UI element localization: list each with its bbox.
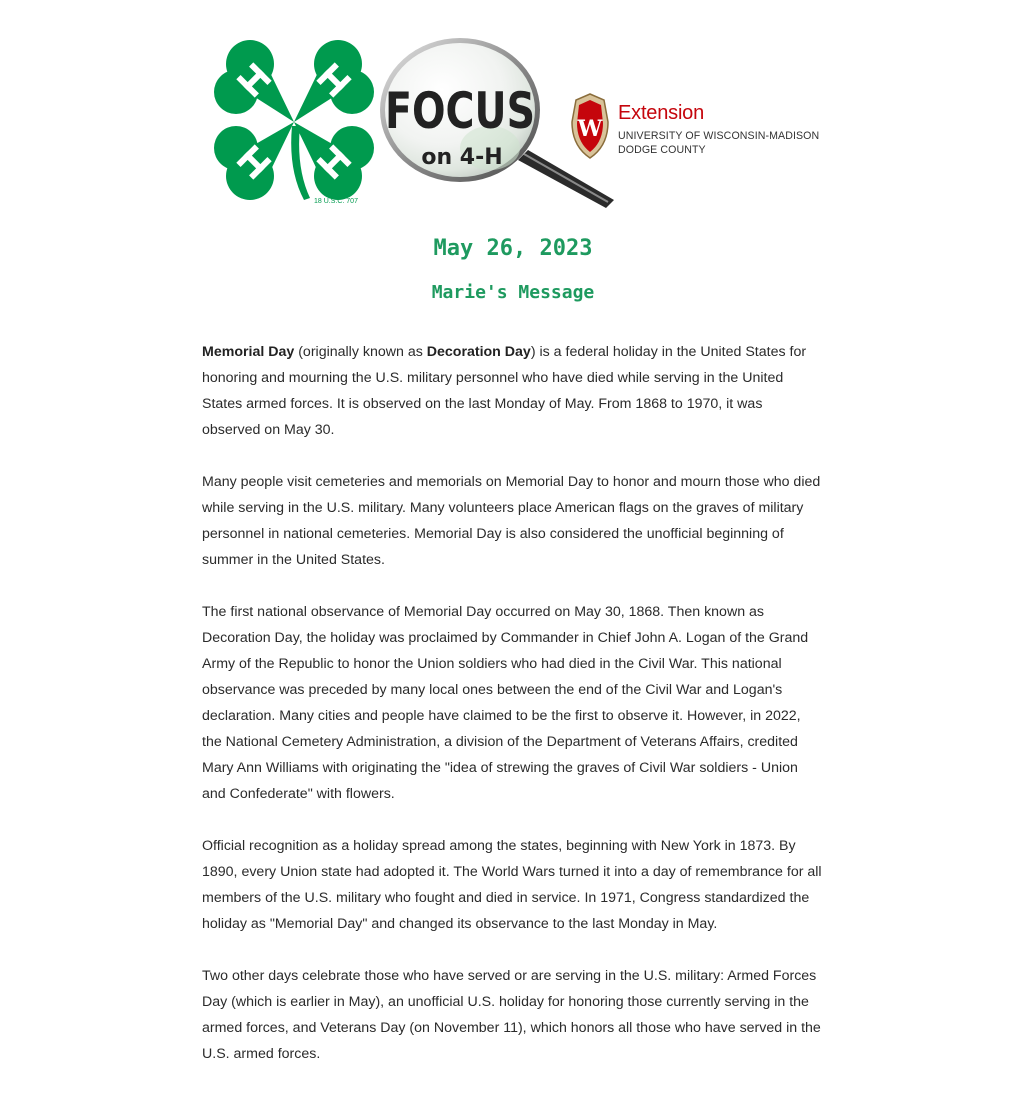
uw-extension-logo bbox=[568, 92, 824, 164]
article-paragraph-4: Official recognition as a holiday spread among the states, beginning with New York in 1873. By 1890, every Union state had adopted it. The World Wars turned it into a day of remembrance for all members of the U.S. military who fought and died in service. In 1971, Congress standardized the holiday as "Memorial Day" and changed its observance to the last Monday in May. bbox=[202, 838, 822, 932]
focus-subtitle: on 4-H bbox=[421, 145, 503, 170]
article-body bbox=[202, 339, 824, 1093]
uw-crest-icon bbox=[568, 92, 612, 160]
article-paragraph-3: The first national observance of Memorial Day occurred on May 30, 1868. Then known as Decoration Day, the holiday was proclaimed by Commander in Chief John A. Logan of the Grand Army of the Republic to honor the Union soldiers who had died in the Civil War. This national observance was preceded by many local ones between the end of the Civil War and Logan's declaration. Many cities and people have claimed to be the first to observe it. However, in 2022, the National Cemetery Administration, a division of the Department of Veterans Affairs, credited Mary Ann Williams with originating the "idea of strewing the graves of Civil War soldiers - Union and Confederate" with flowers. bbox=[202, 604, 809, 802]
header-banner bbox=[202, 36, 824, 208]
newsletter-date: May 26, 2023 bbox=[433, 236, 593, 261]
four-leaf-clover-icon bbox=[214, 40, 374, 204]
article-paragraph-5: Two other days celebrate those who have served or are serving in the U.S. military: Armed Forces Day (which is earlier in May), an unofficial U.S. holiday for honoring those currently serving in the armed forces, and Veterans Day (on November 11), which honors all those who have served in the U.S. armed forces. bbox=[202, 968, 821, 1062]
article-paragraph-1: Memorial Day (originally known as Decoration Day) is a federal holiday in the United States for honoring and mourning the U.S. military personnel who have died while serving in the United States armed forces. It is observed on the last Monday of May. From 1868 to 1970, it was observed on May 30. bbox=[202, 344, 807, 438]
term-decoration-day: Decoration Day bbox=[426, 344, 531, 360]
term-memorial-day: Memorial Day bbox=[202, 344, 295, 360]
article-paragraph-2: Many people visit cemeteries and memorials on Memorial Day to honor and mourn those who died while serving in the U.S. military. Many volunteers place American flags on the graves of military personnel in national cemeteries. Memorial Day is also considered the unofficial beginning of summer in the United States. bbox=[202, 474, 821, 568]
section-title: Marie's Message bbox=[431, 282, 595, 303]
extension-title: Extension bbox=[618, 102, 705, 124]
crest-letter: W bbox=[577, 116, 603, 142]
focus-title: FOCUS bbox=[385, 82, 535, 140]
extension-university: UNIVERSITY OF WISCONSIN-MADISON bbox=[618, 130, 820, 142]
extension-county: DODGE COUNTY bbox=[618, 144, 706, 156]
clover-caption: 18 U.S.C. 707 bbox=[314, 198, 358, 204]
